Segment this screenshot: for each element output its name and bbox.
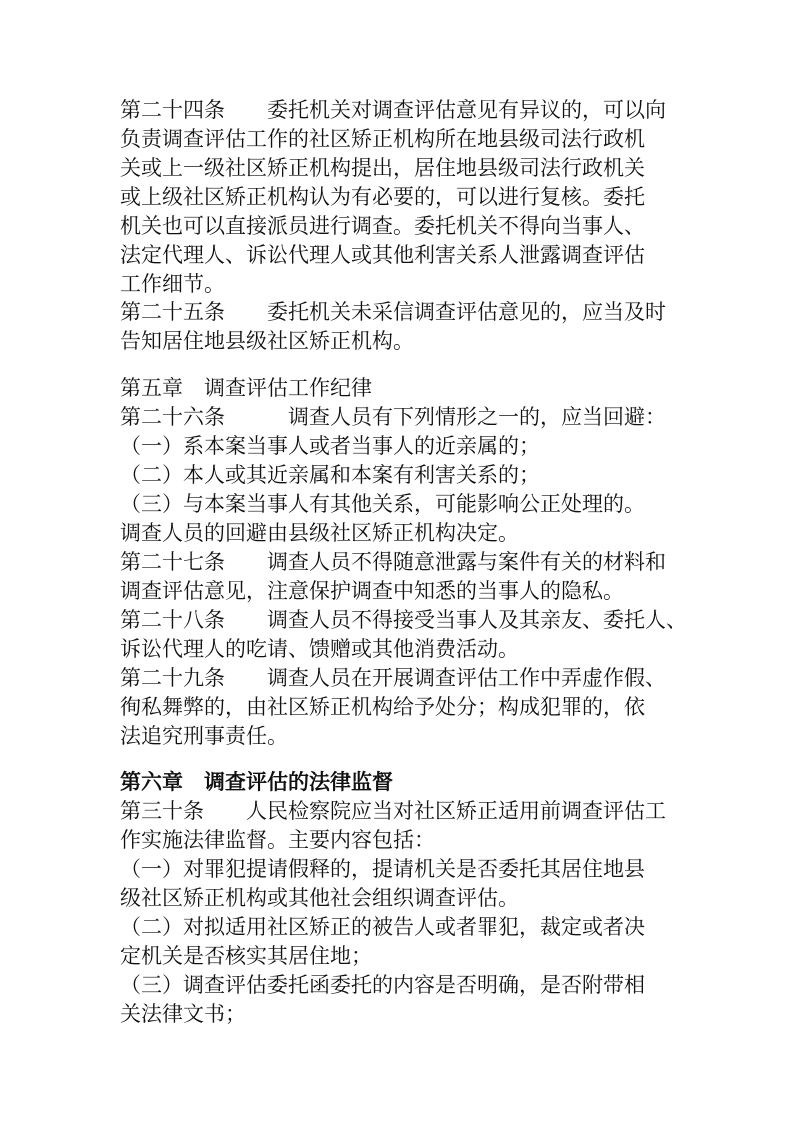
text-line: 徇私舞弊的，由社区矫正机构给予处分；构成犯罪的，依 xyxy=(120,695,645,719)
text-line: 调查评估意见，注意保护调查中知悉的当事人的隐私。 xyxy=(120,579,624,603)
chapter-heading: 第六章 调查评估的法律监督 xyxy=(120,770,393,794)
text-line: 定机关是否核实其居住地； xyxy=(120,944,372,968)
article-heading: 第二十六条 调查人员有下列情形之一的，应当回避： xyxy=(120,405,666,429)
article-heading: 第二十五条 委托机关未采信调查评估意见的，应当及时 xyxy=(120,300,666,324)
text-line: 诉讼代理人的吃请、馈赠或其他消费活动。 xyxy=(120,637,519,661)
text-line: 法追究刑事责任。 xyxy=(120,724,288,748)
text-line: 级社区矫正机构或其他社会组织调查评估。 xyxy=(120,886,519,910)
text-line: 或上级社区矫正机构认为有必要的，可以进行复核。委托 xyxy=(120,185,645,209)
text-line: 告知居住地县级社区矫正机构。 xyxy=(120,329,414,353)
text-line: 第二十四条 委托机关对调查评估意见有异议的，可以向 xyxy=(120,98,666,122)
text-line: 关法律文书； xyxy=(120,1002,246,1026)
text-line: 工作细节。 xyxy=(120,272,225,296)
text-line: 作实施法律监督。主要内容包括： xyxy=(120,828,435,852)
text-line: 负责调查评估工作的社区矫正机构所在地县级司法行政机 xyxy=(120,127,645,151)
chapter-heading: 第五章 调查评估工作纪律 xyxy=(120,376,372,400)
text-line: 调查人员的回避由县级社区矫正机构决定。 xyxy=(120,521,519,545)
list-item: （一）系本案当事人或者当事人的近亲属的； xyxy=(120,434,540,458)
article-heading: 第二十七条 调查人员不得随意泄露与案件有关的材料和 xyxy=(120,550,666,574)
list-item: （三）调查评估委托函委托的内容是否明确，是否附带相 xyxy=(120,973,645,997)
list-item: （一）对罪犯提请假释的，提请机关是否委托其居住地县 xyxy=(120,857,645,881)
list-item: （三）与本案当事人有其他关系，可能影响公正处理的。 xyxy=(120,492,645,516)
text-line: 机关也可以直接派员进行调查。委托机关不得向当事人、 xyxy=(120,214,645,238)
text-line: 关或上一级社区矫正机构提出，居住地县级司法行政机关 xyxy=(120,156,645,180)
list-item: （二）对拟适用社区矫正的被告人或者罪犯，裁定或者决 xyxy=(120,915,645,939)
article-heading: 第二十九条 调查人员在开展调查评估工作中弄虚作假、 xyxy=(120,666,666,690)
text-line: 法定代理人、诉讼代理人或其他利害关系人泄露调查评估 xyxy=(120,243,645,267)
list-item: （二）本人或其近亲属和本案有利害关系的； xyxy=(120,463,540,487)
article-heading: 第二十八条 调查人员不得接受当事人及其亲友、委托人、 xyxy=(120,608,687,632)
article-heading: 第三十条 人民检察院应当对社区矫正适用前调查评估工 xyxy=(120,799,666,823)
